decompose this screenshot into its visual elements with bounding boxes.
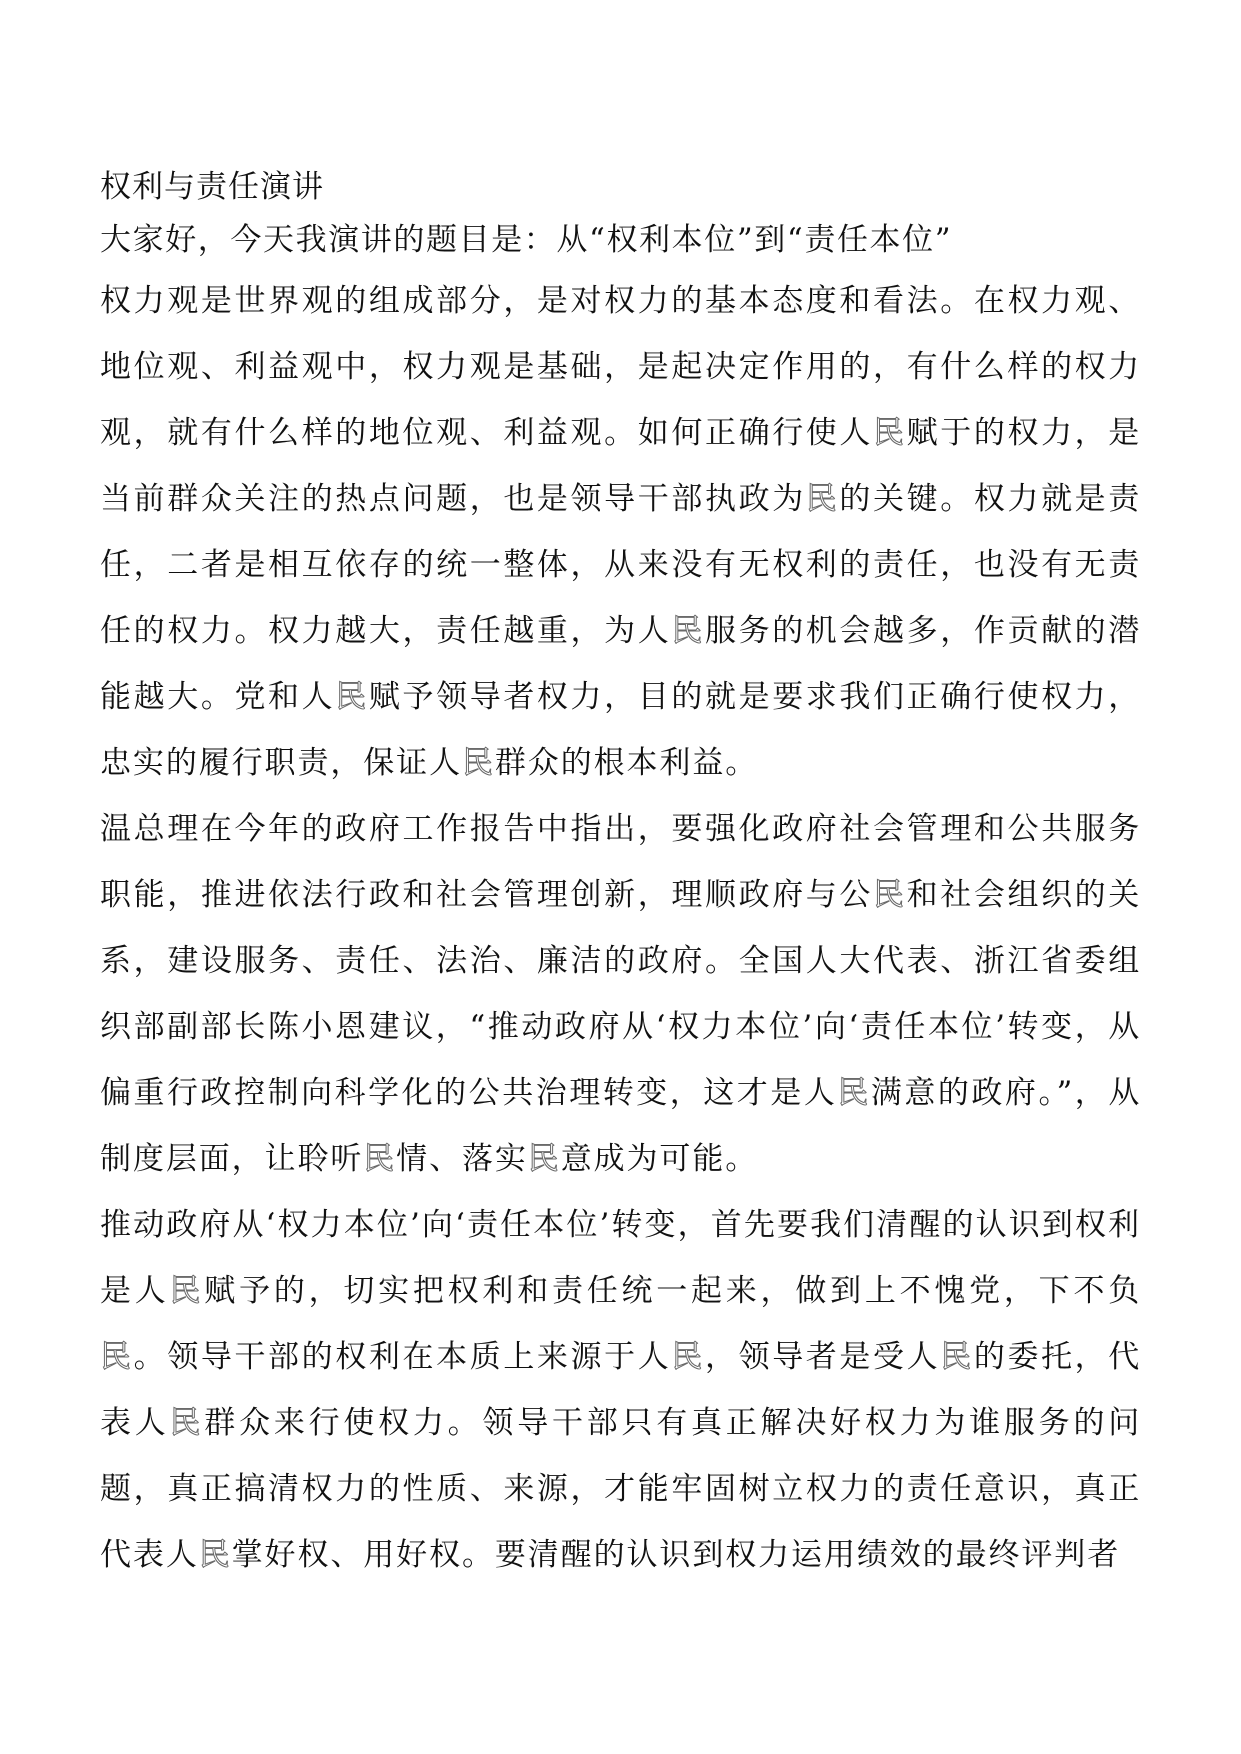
speech-subtitle: 大家好，今天我演讲的题目是：从“权利本位”到“责任本位” [100,222,953,258]
document-title: 权利与责任演讲 [100,169,324,205]
outlined-char: 民 [461,745,495,781]
outlined-char: 民 [940,1339,974,1375]
outlined-char: 民 [873,877,907,913]
outlined-char: 民 [169,1273,205,1309]
outlined-char: 民 [198,1537,232,1573]
outlined-char: 民 [671,613,705,649]
document-page [100,162,1141,1588]
outlined-char: 民 [100,1339,134,1375]
paragraph-3: 推动政府从‘权力本位’向‘责任本位’转变，首先要我们清醒的认识到权利是人民赋予的，切实把权利和责任统一起来，做到上不愧党，下不负民。领导干部的权利在本质上来源于人民，领导者是受人民的委托，代表人民群众来行使权力。领导干部只有真正解决好权力为谁服务的问题，真正搞清权力的性质、来源，才能牢固树立权力的责任意识，真正代表人民掌好权、用好权。要清醒的认识到权力运用绩效的最终评判者 [100,1207,1142,1573]
outlined-char: 民 [335,679,369,715]
outlined-char: 民 [873,415,907,451]
outlined-char: 民 [169,1405,205,1441]
outlined-char: 民 [671,1339,705,1375]
paragraph-1: 权力观是世界观的组成部分，是对权力的基本态度和看法。在权力观、地位观、利益观中，权力观是基础，是起决定作用的，有什么样的权力观，就有什么样的地位观、利益观。如何正确行使人民赋于的权力，是当前群众关注的热点问题，也是领导干部执政为民的关键。权力就是责任，二者是相互依存的统一整体，从来没有无权利的责任，也没有无责任的权力。权力越大，责任越重，为人民服务的机会越多，作贡献的潜能越大。党和人民赋予领导者权力，目的就是要求我们正确行使权力，忠实的履行职责，保证人民群众的根本利益。 [100,283,1142,781]
paragraph-2: 温总理在今年的政府工作报告中指出，要强化政府社会管理和公共服务职能，推进依法行政和社会管理创新，理顺政府与公民和社会组织的关系，建设服务、责任、法治、廉洁的政府。全国人大代表、浙江省委组织部副部长陈小恩建议，“推动政府从‘权力本位’向‘责任本位’转变，从偏重行政控制向科学化的公共治理转变，这才是人民满意的政府。”，从制度层面，让聆听民情、落实民意成为可能。 [100,811,1142,1177]
outlined-char: 民 [837,1075,871,1111]
outlined-char: 民 [805,481,840,517]
outlined-char: 民 [363,1141,397,1177]
outlined-char: 民 [527,1141,561,1177]
